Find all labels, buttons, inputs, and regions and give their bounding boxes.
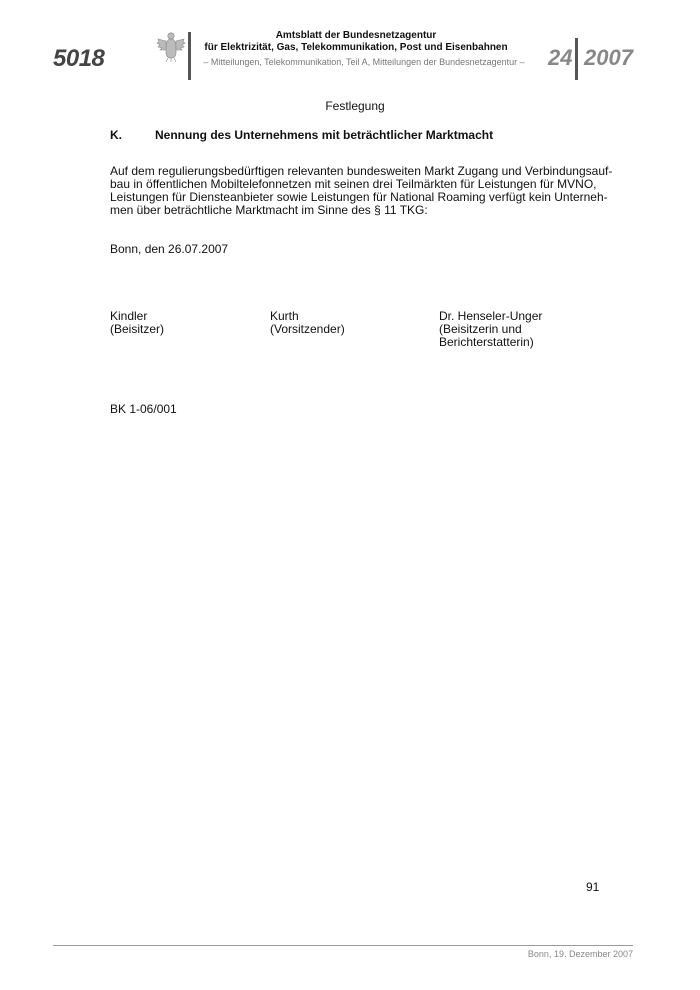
signatory	[439, 310, 542, 349]
journal-title-line2: für Elektrizität, Gas, Telekommunikation, Post und Eisenbahnen	[204, 42, 508, 53]
signatory-name: Kindler	[110, 309, 148, 323]
journal-subtitle: – Mitteilungen, Telekommunikation, Teil A, Mitteilungen der Bundesnetzagentur –	[203, 57, 525, 67]
footer-date: Bonn, 19. Dezember 2007	[527, 949, 633, 959]
signatory	[110, 310, 164, 336]
reference-number: BK 1-06/001	[110, 402, 177, 416]
place-date: Bonn, den 26.07.2007	[110, 242, 229, 256]
header-divider	[188, 32, 191, 80]
inner-page-number: 91	[586, 880, 600, 894]
issue-number: 24	[548, 45, 573, 70]
paragraph-line: Leistungen für Diensteanbieter sowie Leistungen für National Roaming verfügt kein Unterneh-	[110, 190, 608, 204]
signatory-role-cont: Berichterstatterin)	[439, 335, 534, 349]
signatory-role: (Beisitzer)	[110, 322, 165, 336]
paragraph-line: men über beträchtliche Marktmacht im Sinne des § 11 TKG:	[110, 203, 428, 217]
page-number: 5018	[53, 45, 105, 72]
journal-title: Amtsblatt der Bundesnetzagentur	[275, 30, 437, 41]
footer-rule	[53, 945, 633, 946]
issue-divider	[575, 38, 578, 80]
section-title: Nennung des Unternehmens mit beträchtlicher Marktmacht	[155, 128, 494, 142]
signatory-name: Dr. Henseler-Unger	[439, 309, 543, 323]
signatory-role: (Beisitzerin und	[439, 322, 522, 336]
signatory-role: (Vorsitzender)	[270, 322, 345, 336]
paragraph	[110, 164, 613, 217]
page-heading: Festlegung	[325, 99, 385, 113]
paragraph-line: bau in öffentlichen Mobiltelefonnetzen mit seinen drei Teilmärkten für Leistungen für MVNO,	[110, 177, 597, 191]
issue-year: 2007	[584, 45, 633, 70]
paragraph-line: Auf dem regulierungsbedürftigen relevanten bundesweiten Markt Zugang und Verbindungsauf-	[110, 164, 613, 178]
federal-eagle-icon	[156, 29, 186, 63]
signatory	[270, 310, 345, 336]
signatory-name: Kurth	[270, 309, 299, 323]
section-letter: K.	[110, 128, 122, 142]
